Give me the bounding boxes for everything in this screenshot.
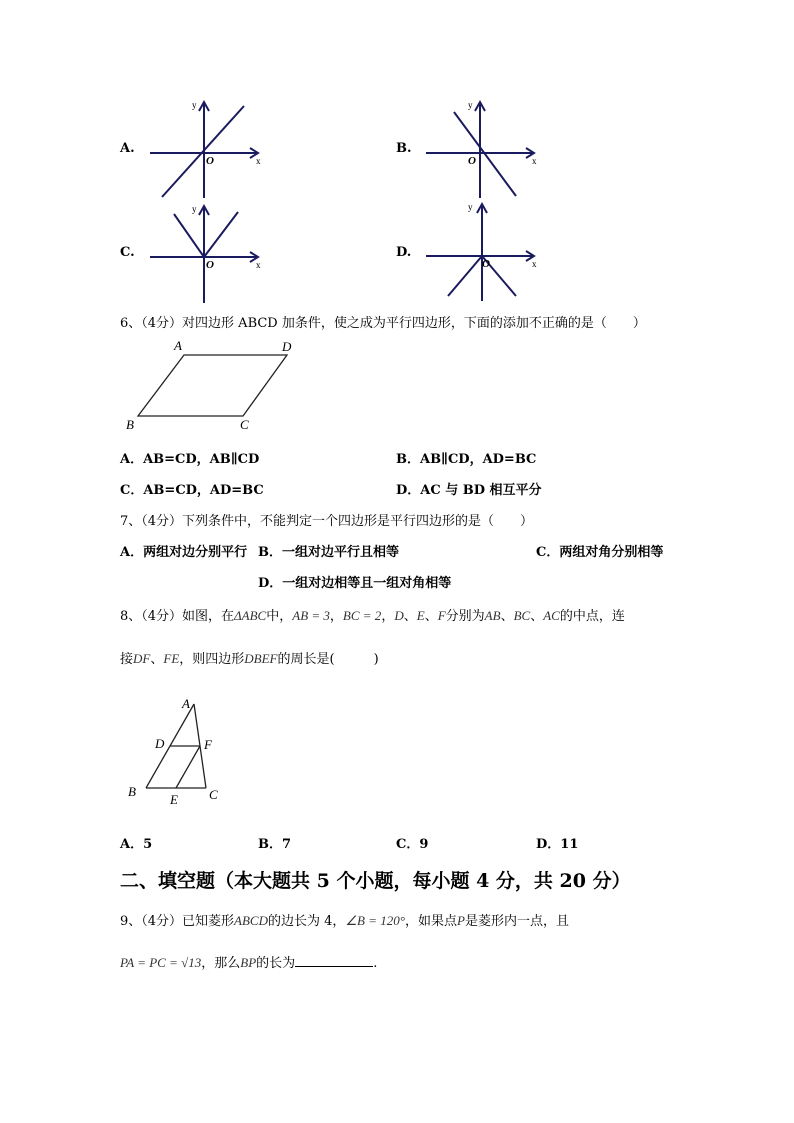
q7-option-b: B．一组对边平行且相等 [258,545,399,560]
q7-option-d: D．一组对边相等且一组对角相等 [258,576,452,591]
q8-stem-line2: 接DF、FE，则四边形DBEF的周长是( ) [120,651,379,667]
q8-triangle-figure [124,696,230,810]
q8-vertex-b: B [128,784,136,799]
q8-vertex-d: D [155,736,165,751]
q5-graph-d [424,200,544,302]
q8-option-d: D．11 [536,837,579,852]
q5-graph-c [148,202,268,304]
q7-stem: 7、（4分）下列条件中，不能判定一个四边形是平行四边形的是（ ） [120,514,534,529]
q5d-axis-y: y [468,202,473,212]
q5-option-a-label: A. [120,141,135,156]
q8-option-c: C．9 [396,837,429,852]
q6-option-c: C．AB=CD，AD=BC [120,483,264,498]
q5c-origin: O [206,259,214,271]
q5b-axis-y: y [468,100,473,110]
q5-graph-b [424,98,544,198]
q6-vertex-b: B [126,417,134,432]
q5-option-b-label: B. [396,141,412,156]
q5d-origin: O [482,258,490,270]
q6-parallelogram-figure [122,336,306,434]
q5a-origin: O [206,155,214,167]
q6-vertex-c: C [240,417,249,432]
q6-vertex-a: A [174,338,182,353]
q8-vertex-f: F [204,737,212,752]
q9-stem-line1: 9、（4分）已知菱形ABCD的边长为 4，∠B = 120°，如果点P是菱形内一点，且 [120,913,569,929]
q8-stem-line1: 8、（4分）如图，在ΔABC中，AB = 3，BC = 2，D、E、F分别为AB、BC、AC的中点，连 [120,608,625,624]
q8-vertex-c: C [209,787,218,802]
q5b-origin: O [468,155,476,167]
q5c-axis-x: x [256,260,261,270]
q7-option-a: A．两组对边分别平行 [120,545,248,560]
q5b-axis-x: x [532,156,537,166]
q9-answer-blank[interactable] [295,954,373,967]
q8-vertex-e: E [170,792,178,807]
q5-graph-a [148,98,268,198]
q8-option-a: A．5 [120,837,153,852]
q6-option-d: D．AC 与 BD 相互平分 [396,483,542,498]
q5-option-d-label: D. [396,245,412,260]
q5d-axis-x: x [532,259,537,269]
q8-vertex-a: A [182,696,190,711]
q7-option-c: C．两组对角分别相等 [536,545,664,560]
q6-option-a: A．AB=CD，AB∥CD [120,452,260,467]
q8-option-b: B．7 [258,837,292,852]
q6-stem: 6、（4分）对四边形 ABCD 加条件，使之成为平行四边形，下面的添加不正确的是（ ） [120,316,646,331]
q5-option-c-label: C. [120,245,135,260]
section2-title: 二、填空题（本大题共 5 个小题，每小题 4 分，共 20 分） [120,870,631,892]
q5a-axis-y: y [192,100,197,110]
q6-vertex-d: D [282,339,292,354]
q5a-axis-x: x [256,156,261,166]
q5c-axis-y: y [192,204,197,214]
q6-option-b: B．AB∥CD，AD=BC [396,452,537,467]
q9-stem-line2: PA = PC = √13，那么BP的长为 . [120,955,378,971]
